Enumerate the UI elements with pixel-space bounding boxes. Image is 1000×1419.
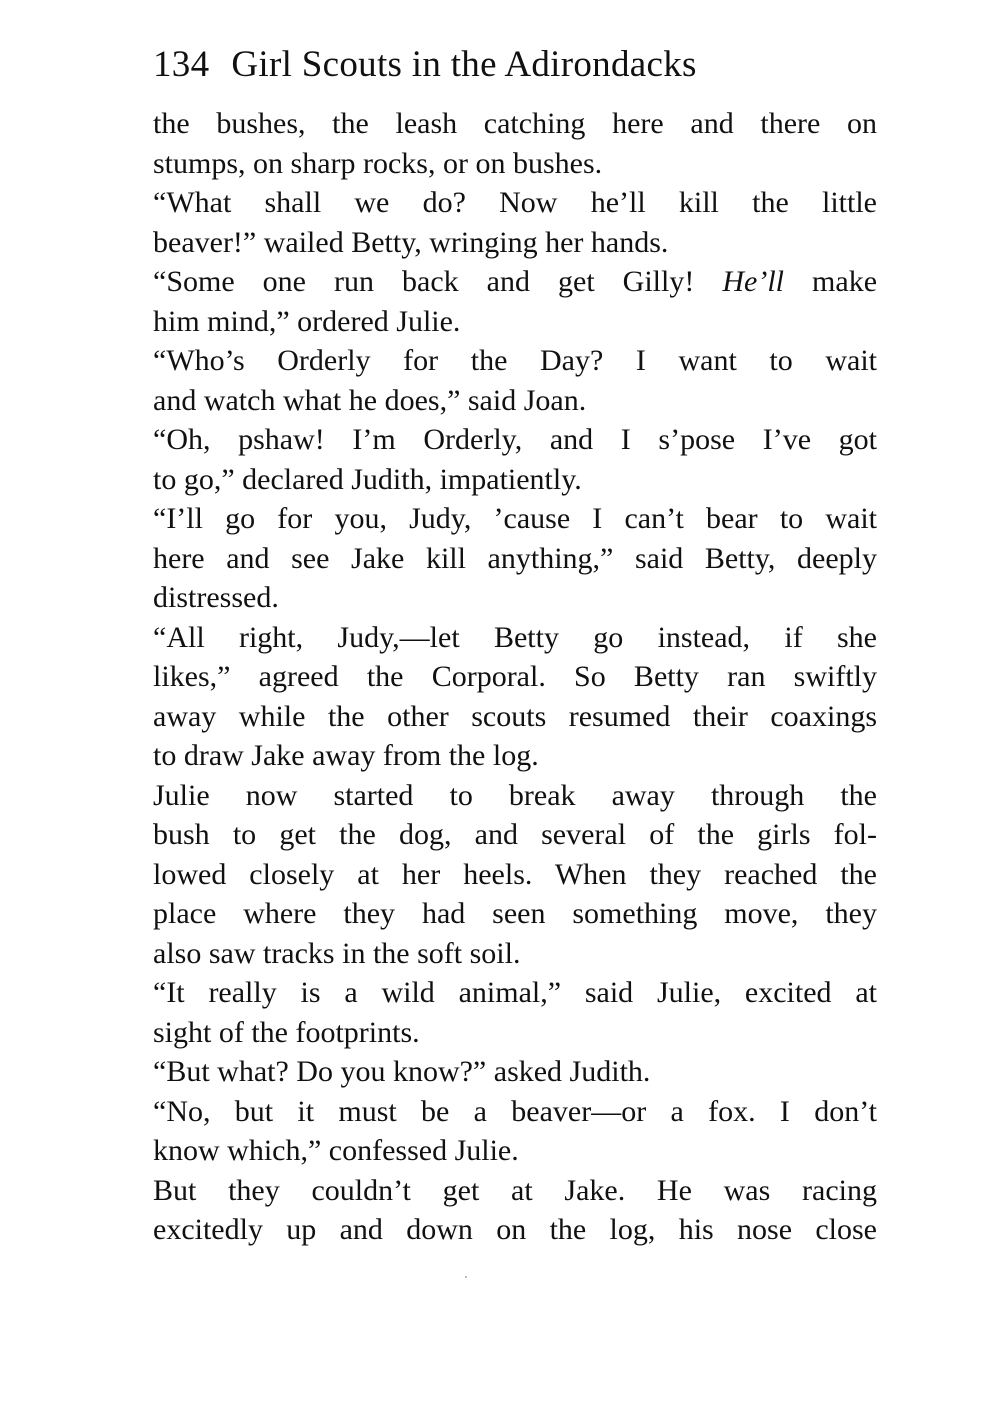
text-line: the bushes, the leash catching here and there on	[153, 107, 877, 140]
text-segment: make	[784, 265, 878, 298]
text-line: “All right, Judy,—let Betty go instead, if she	[153, 620, 877, 654]
running-head	[153, 40, 877, 90]
text-line: Julie now started to break away through the	[153, 778, 877, 812]
text-line: stumps, on sharp rocks, or on bushes.	[153, 146, 603, 180]
paragraph	[153, 341, 877, 420]
text-line: “Oh, pshaw! I’m Orderly, and I s’pose I’ve got	[153, 423, 877, 456]
paragraph	[153, 1092, 877, 1171]
book-page	[153, 40, 877, 1250]
text-line: sight of the footprints.	[153, 1015, 420, 1049]
text-line: to draw Jake away from the log.	[153, 739, 539, 772]
paragraph	[153, 420, 877, 499]
paragraph	[153, 973, 877, 1052]
text-line: But they couldn’t get at Jake. He was racing	[153, 1173, 877, 1207]
text-line: away while the other scouts resumed their coaxings	[153, 699, 877, 733]
text-line: distressed.	[153, 581, 279, 614]
text-line: “No, but it must be a beaver—or a fox. I don’t	[153, 1094, 877, 1128]
running-title: Girl Scouts in the Adirondacks	[231, 44, 697, 85]
text-line: and watch what he does,” said Joan.	[153, 383, 587, 417]
paragraph	[153, 776, 877, 974]
paragraph	[153, 104, 877, 183]
body-text	[153, 104, 877, 1250]
text-line: to go,” declared Judith, impatiently.	[153, 462, 582, 496]
scan-speck	[465, 1276, 467, 1278]
paragraph	[153, 499, 877, 618]
paragraph	[153, 618, 877, 776]
paragraph	[153, 1052, 877, 1092]
text-line: lowed closely at her heels. When they reached the	[153, 857, 877, 891]
text-line: likes,” agreed the Corporal. So Betty ran swiftly	[153, 660, 877, 693]
text-line: “But what? Do you know?” asked Judith.	[153, 1055, 651, 1088]
text-line: “What shall we do? Now he’ll kill the little	[153, 186, 877, 219]
text-line: here and see Jake kill anything,” said Betty, deeply	[153, 541, 877, 575]
text-segment: “Some one run back and get Gilly!	[153, 265, 723, 298]
text-line: “It really is a wild animal,” said Julie, excited at	[153, 976, 877, 1009]
emphasized-word: He’ll	[722, 265, 785, 298]
paragraph	[153, 1171, 877, 1250]
text-line	[153, 262, 877, 302]
text-line: place where they had seen something move, they	[153, 897, 877, 930]
paragraph	[153, 183, 877, 262]
text-line: “I’ll go for you, Judy, ’cause I can’t bear to wait	[153, 502, 877, 535]
text-line: “Who’s Orderly for the Day? I want to wait	[153, 344, 877, 377]
paragraph	[153, 262, 877, 341]
text-line: know which,” confessed Julie.	[153, 1134, 519, 1167]
text-line: bush to get the dog, and several of the girls fol-	[153, 818, 877, 851]
text-line: also saw tracks in the soft soil.	[153, 936, 521, 970]
text-line: beaver!” wailed Betty, wringing her hands.	[153, 225, 669, 259]
text-line: excitedly up and down on the log, his nose close	[153, 1213, 877, 1246]
page-number: 134	[153, 44, 210, 85]
text-line: him mind,” ordered Julie.	[153, 304, 461, 338]
